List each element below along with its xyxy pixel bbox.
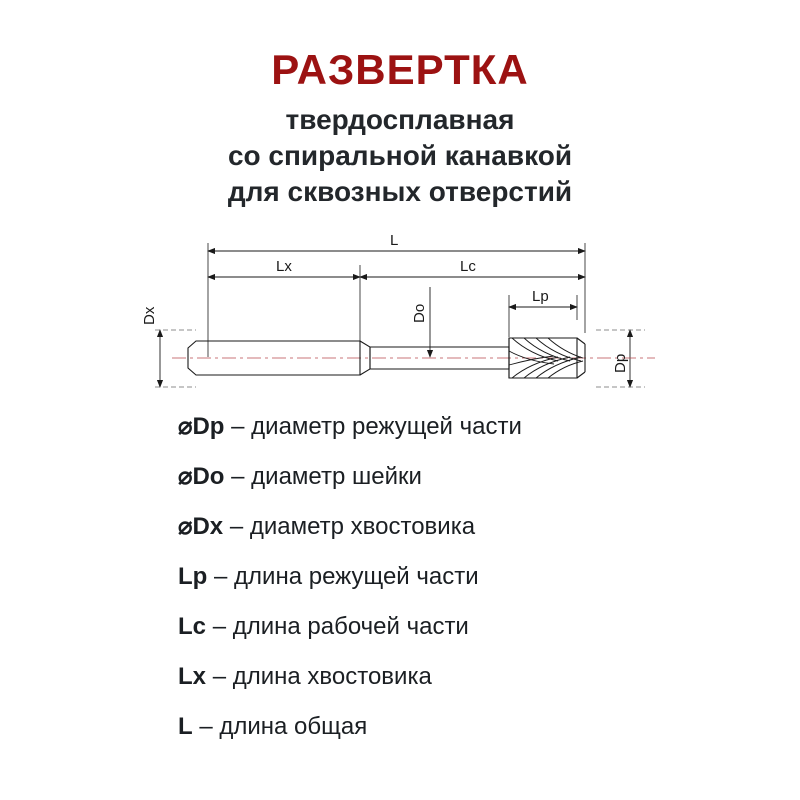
subtitle-line-1: твердосплавная xyxy=(285,104,515,136)
legend-item-dx xyxy=(178,515,778,539)
legend-symbol: ⌀Do xyxy=(178,463,225,490)
legend-symbol: ⌀Dx xyxy=(178,513,224,540)
dimension-label-Do: Do xyxy=(411,303,428,323)
legend-description: диаметр шейки xyxy=(251,463,422,490)
legend-description: длина режущей части xyxy=(234,563,479,590)
legend-symbol: ⌀Dp xyxy=(178,413,225,440)
legend-dash: – xyxy=(229,513,244,540)
legend-symbol: Lp xyxy=(178,563,208,590)
legend-description: диаметр режущей части xyxy=(251,413,522,440)
legend-item-lp xyxy=(178,565,778,589)
dimension-label-Dx: Dx xyxy=(141,306,158,325)
legend-item-dp xyxy=(178,415,778,439)
title-block xyxy=(0,48,800,210)
legend-item-lx xyxy=(178,665,778,689)
dimension-label-Lc: Lc xyxy=(460,258,476,275)
legend-description: диаметр хвостовика xyxy=(249,513,476,540)
dimension-label-Lp: Lp xyxy=(532,288,549,305)
dimension-label-Dp: Dp xyxy=(612,353,629,373)
legend-dash: – xyxy=(212,613,227,640)
legend-description: длина рабочей части xyxy=(232,613,469,640)
legend-symbol: L xyxy=(178,713,193,740)
legend-dash: – xyxy=(231,463,245,490)
subtitle-line-3: для сквозных отверстий xyxy=(227,175,573,207)
legend-description: длина хвостовика xyxy=(232,663,432,690)
legend-item-do xyxy=(178,465,778,489)
legend-description: длина общая xyxy=(219,713,368,740)
dimension-label-Lx: Lx xyxy=(276,258,292,275)
legend-dash: – xyxy=(199,713,213,740)
page-title: РАЗВЕРТКА xyxy=(271,46,529,93)
legend-symbol: Lc xyxy=(178,613,207,640)
dimension-label-L: L xyxy=(390,232,399,249)
subtitle-line-2: со спиральной канавкой xyxy=(227,139,573,171)
legend-item-lc xyxy=(178,615,778,639)
legend-list xyxy=(178,415,778,765)
legend-dash: – xyxy=(214,563,228,590)
legend-item-l xyxy=(178,715,778,739)
legend-symbol: Lx xyxy=(178,663,207,690)
legend-dash: – xyxy=(212,663,227,690)
reamer-drawing xyxy=(100,225,720,420)
legend-dash: – xyxy=(231,413,245,440)
